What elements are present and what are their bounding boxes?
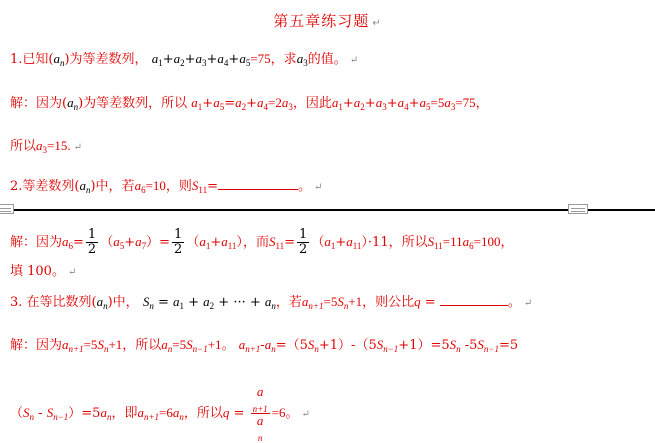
q3-sum-expression: $S_n = a_1 + a_2$ + ··· + $a_n$ <box>142 294 276 311</box>
fraction-ratio: a $_{n+1}$ a $_n$ <box>252 384 268 443</box>
solution-2-line-2: 填 100。 ↵ <box>10 264 77 279</box>
answer-blank <box>218 188 298 190</box>
solution-1: 解：因为$(a_n)$为等差数列，所以 $a_1+a_5=a_2+a_4=2a_3$，因此$a_1+a_2+a_3+a_4+a_5=5a_3=75$， <box>10 95 489 112</box>
page-title: 第五章练习题 ↵ <box>273 12 382 30</box>
solution-1-line-2: 所以$a_3=15$. ↵ <box>10 138 82 155</box>
solution-2: 解：因为$a_6=$ $\frac{1}{2}$ $(a_5+a_7)=$ $\frac{1}{2}$ $(a_1+a_{11})$，而$S_{11}=$ $\frac{1}{2}$ $(a_1+a_{11})\cdot 11$，所以$S_{11}=11a_6=100$， <box>10 227 514 257</box>
fraction-half: $\frac{1}{2}$ <box>299 227 308 257</box>
left-margin-marker <box>0 204 14 214</box>
paragraph-mark: ↵ <box>372 18 382 29</box>
right-margin-marker <box>568 204 588 214</box>
solution-3-line-2: $(S_n - S_{n-1})=5a_n$，即$a_{n+1}=6a_n$，所以q = a $_{n+1}$ a $_n$ =6。 ↵ <box>10 384 310 443</box>
question-1: 1.已知$(a_n)$为等差数列， $a_1+a_2+a_3+a_4+a_5=75$，求$a_3$的值。 ↵ <box>10 51 359 68</box>
question-2: 2.等差数列$(a_n)$中，若$a_6=10$，则$S_{11}=$ 。 ↵ <box>10 178 323 195</box>
fraction-half: $\frac{1}{2}$ <box>87 227 97 257</box>
q1-equation: $a_1+a_2+a_3+a_4+a_5$ <box>151 51 251 68</box>
page-break-rule <box>0 209 655 211</box>
fraction-half: $\frac{1}{2}$ <box>174 227 183 257</box>
answer-blank <box>440 304 508 306</box>
solution-3: 解：因为$a_{n+1}=5S_n+1$，所以$a_n=5S_{n-1}+1$。 $a_{n+1}-a_n=(5S_n+1)-(5S_{n-1}+1)=5S_n$ $-5S_{n-1}=5$ <box>10 337 519 354</box>
question-3: 3. 在等比数列$(a_n)$中， $S_n = a_1 + a_2$ + ··· + $a_n$，若$a_{n+1}=5S_n+1$，则公比q = 。 ↵ <box>10 294 533 311</box>
